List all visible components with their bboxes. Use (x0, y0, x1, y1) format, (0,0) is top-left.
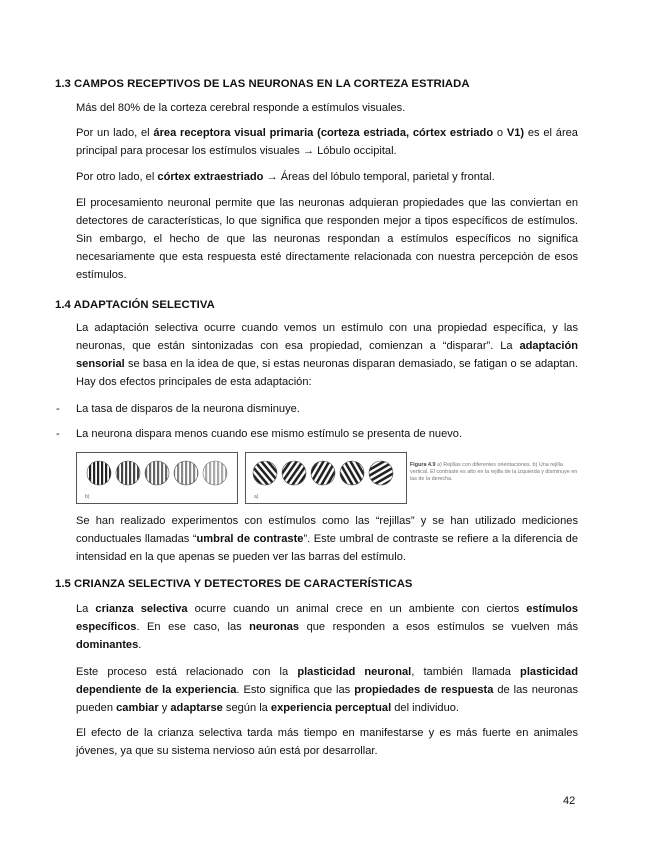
paragraph-1-5-b: Este proceso está relacionado con la plasticidad neuronal, también llamada plasticidad dependiente de la experiencia. Esto significa que las propiedades de respuesta de las neuronas pueden cambiar y adaptarse según la experiencia perceptual del individuo. (76, 666, 578, 714)
bullet-item: - La neurona dispara menos cuando ese mismo estímulo se presenta de nuevo. (56, 428, 463, 440)
oriented-gratings-image (246, 453, 406, 503)
panel-tag: a) (254, 494, 259, 500)
grating-figure (76, 452, 579, 504)
grating-disc (116, 461, 140, 485)
paragraph-1-3-a: Más del 80% de la corteza cerebral responde a estímulos visuales. (76, 102, 406, 114)
figure-caption: Figura 4.9 a) Rejillas con diferentes orientaciones. b) Una rejilla vertical. El contraste es alto en la rejilla de la izquierda y disminuye en las de la derecha. (410, 462, 578, 482)
paragraph-1-3-b: Por un lado, el área receptora visual primaria (corteza estriada, córtex estriado o V1) es el área principal para procesar los estímulos visuales → Lóbulo occipital. (76, 127, 578, 157)
paragraph-1-5-c: El efecto de la crianza selectiva tarda más tiempo en manifestarse y es más fuerte en animales jóvenes, ya que su sistema nervioso aún está por desarrollar. (76, 727, 578, 757)
bullet-item: - La tasa de disparos de la neurona disminuye. (56, 403, 300, 415)
page-number: 42 (563, 795, 576, 807)
grating-disc (311, 461, 335, 485)
oriented-gratings-panel (245, 452, 407, 504)
vertical-gratings-panel (76, 452, 238, 504)
grating-disc (253, 461, 277, 485)
paragraph-1-3-c: Por otro lado, el córtex extraestriado → Áreas del lóbulo temporal, parietal y frontal. (76, 171, 495, 183)
grating-disc (87, 461, 111, 485)
paragraph-1-4-b: Se han realizado experimentos con estímulos como las “rejillas” y se han utilizado mediciones conductuales llamadas “umbral de contraste”. Este umbral de contraste se refiere a la diferencia de intensidad en la que apenas se pueden ver las barras del estímulo. (76, 515, 578, 563)
vertical-gratings-image (77, 453, 237, 503)
section-heading-1-3: 1.3 CAMPOS RECEPTIVOS DE LAS NEURONAS EN LA CORTEZA ESTRIADA (55, 78, 470, 90)
paragraph-1-5-a: La crianza selectiva ocurre cuando un animal crece en un ambiente con ciertos estímulos específicos. En ese caso, las neuronas que responden a esos estímulos se vuelven más dominantes. (76, 603, 578, 651)
grating-disc (282, 461, 306, 485)
grating-disc (203, 461, 227, 485)
panel-tag: b) (85, 494, 90, 500)
grating-disc (340, 461, 364, 485)
section-heading-1-5: 1.5 CRIANZA SELECTIVA Y DETECTORES DE CARACTERÍSTICAS (55, 578, 413, 590)
grating-disc (174, 461, 198, 485)
grating-disc (369, 461, 393, 485)
paragraph-1-4-a: La adaptación selectiva ocurre cuando vemos un estímulo con una propiedad específica, y las neuronas, que están sintonizadas con esa propiedad, comienzan a “disparar”. La adaptación sensorial se basa en la idea de que, si estas neuronas disparan demasiado, se fatigan o se adaptan. Hay dos efectos principales de esta adaptación: (76, 322, 578, 388)
grating-disc (145, 461, 169, 485)
paragraph-1-3-d: El procesamiento neuronal permite que las neuronas adquieran propiedades que las conviertan en detectores de características, lo que significa que responden mejor a tipos específicos de estímulos. Sin embargo, el hecho de que las neuronas respondan a estímulos específicos no significa necesariamente que esta respuesta esté directamente relacionada con nuestra percepción de esos estímulos. (76, 197, 578, 281)
section-heading-1-4: 1.4 ADAPTACIÓN SELECTIVA (55, 299, 215, 311)
